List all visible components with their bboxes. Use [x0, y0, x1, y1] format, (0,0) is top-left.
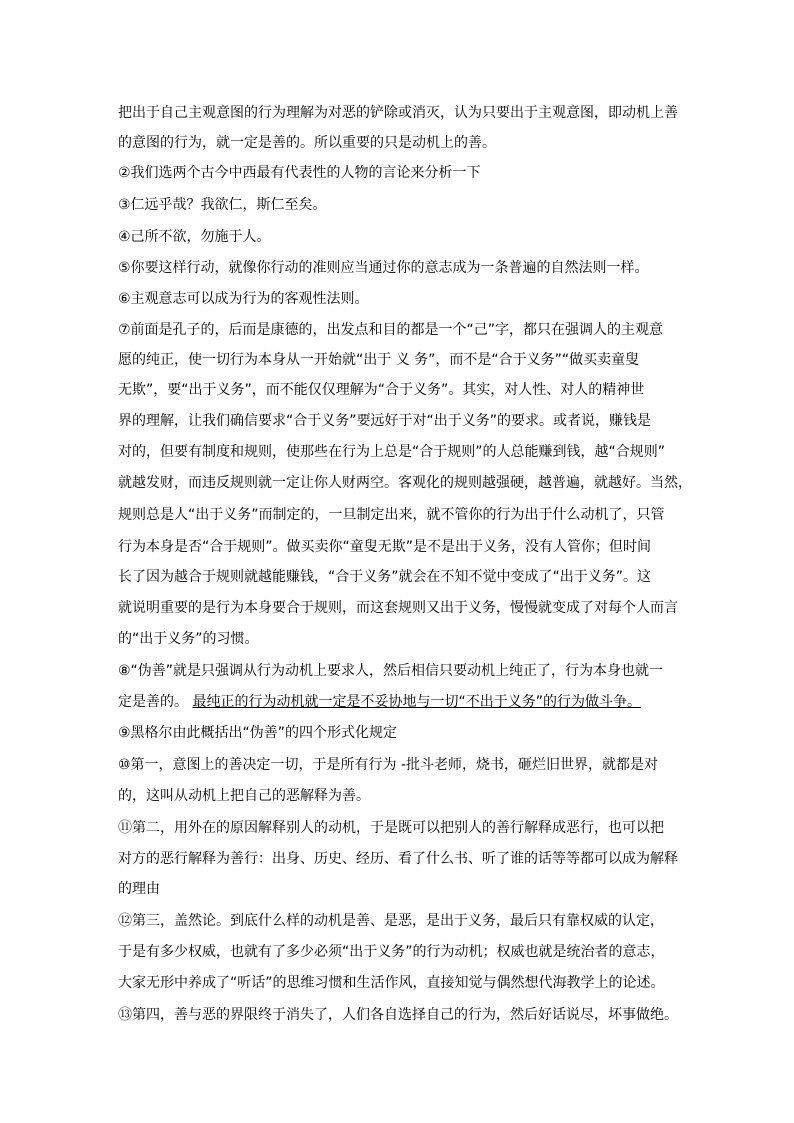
- line-text: 对方的恶行解释为善行：出身、历史、经历、看了什么书、听了谁的话等等都可以成为解释: [118, 851, 678, 867]
- line-text: 的，这叫从动机上把自己的恶解释为善。: [118, 788, 370, 804]
- line-text: ⑦前面是孔子的，后而是康德的，出发点和目的都是一个“己”字，都只在强调人的主观意: [118, 322, 664, 338]
- line-text: 定是善的。: [118, 694, 188, 710]
- line-text: 就越发财，而违反规则就一定让你人财两空。客观化的规则越强硬，越普遍，就越好。当然，: [118, 475, 692, 491]
- text-line: [118, 258, 649, 278]
- text-line: [118, 598, 678, 618]
- line-text: ③仁远乎哉？我欲仁，斯仁至矣。: [118, 197, 327, 213]
- line-text: 大家无形中养成了“听话”的思维习惯和生活作风，直接知觉与偶然想代海教学上的论述。: [118, 975, 665, 991]
- text-line: [118, 380, 644, 400]
- text-line: [118, 911, 664, 931]
- text-line: [118, 442, 665, 462]
- line-text: 愿的纯正，使一切行为本身从一开始就“出于 义 务”，而不是“合于义务”“做买卖童叟: [118, 352, 640, 368]
- line-text: 的意图的行为，就一定是善的。所以重要的只是动机上的善。: [118, 135, 496, 151]
- text-line: [118, 879, 160, 899]
- line-text: ⑨黑格尔由此概括出“伪善”的四个形式化规定: [118, 725, 398, 741]
- text-line: [118, 163, 481, 183]
- line-text: ⑧“伪善”就是只强调从行为动机上要求人，然后相信只要动机上纯正了，行为本身也就一: [118, 663, 664, 679]
- underlined-sentence: 最纯正的行为动机就一定是不妥协地与一切“不出于义务”的行为做斗争。: [192, 694, 641, 710]
- text-line: [118, 505, 665, 525]
- text-line: [118, 473, 692, 493]
- text-line: [118, 537, 651, 557]
- line-text: 把出于自己主观意图的行为理解为对恶的铲除或消灭，认为只要出于主观意图，即动机上善: [118, 105, 678, 121]
- text-line: [118, 1005, 678, 1025]
- line-text: 行为本身是否“合于规则”。做买卖你“童叟无欺”是不是出于义务，没有人管你；但时间: [118, 539, 652, 555]
- text-line: [118, 289, 369, 309]
- line-text: ④己所不欲，勿施于人。: [118, 229, 271, 245]
- text-line: [118, 133, 496, 153]
- text-line: [118, 320, 663, 340]
- line-text: 的“出于义务”的习惯。: [118, 631, 259, 647]
- line-text: 对的，但要有制度和规则，使那些在行为上总是“合于规则”的人总能赚到钱，越“合规则”: [118, 444, 666, 460]
- text-line: [118, 227, 271, 247]
- line-text: ⑤你要这样行动，就像你行动的准则应当通过你的意志成为一条普遍的自然法则一样。: [118, 260, 649, 276]
- line-text: 无欺”，要“出于义务”，而不能仅仅理解为“合于义务”。其实，对人性、对人的精神世: [118, 382, 645, 398]
- text-line: [118, 411, 651, 431]
- text-line: [118, 350, 639, 370]
- line-text: ⑩第一，意图上的善决定一切，于是所有行为 -批斗老师，烧书，砸烂旧世界，就都是对: [118, 757, 659, 773]
- line-text: ⑫第三，盖然论。到底什么样的动机是善、是恶，是出于义务，最后只有靠权威的认定，: [118, 913, 664, 929]
- line-text: 的理由: [118, 881, 160, 897]
- text-line: [118, 755, 658, 775]
- text-line: [118, 818, 664, 838]
- line-text: ⑥主观意志可以成为行为的客观性法则。: [118, 291, 369, 307]
- text-line: [118, 942, 665, 962]
- line-text: ⑪第二，用外在的原因解释别人的动机，于是既可以把别人的善行解释成恶行，也可以把: [118, 820, 664, 836]
- line-text: 就说明重要的是行为本身要合于规则，而这套规则又出于义务，慢慢就变成了对每个人而言: [118, 600, 678, 616]
- line-text: 于是有多少权威，也就有了多少必须“出于义务”的行为动机；权威也就是统治者的意志，: [118, 944, 665, 960]
- text-line: [118, 661, 663, 681]
- line-text: ②我们选两个古今中西最有代表性的人物的言论来分析一下: [118, 165, 481, 181]
- text-line: [118, 567, 651, 587]
- text-line: [118, 849, 678, 869]
- text-line: [118, 973, 665, 993]
- text-line: [118, 195, 327, 215]
- line-text: 规则总是人“出于义务”而制定的，一旦制定出来，就不管你的行为出于什么动机了，只管: [118, 507, 665, 523]
- line-text: ⑬第四，善与恶的界限终于消失了，人们各自选择自己的行为，然后好话说尽，坏事做绝。: [118, 1007, 678, 1023]
- text-line: [118, 723, 397, 743]
- text-line: [118, 103, 678, 123]
- text-line: [118, 692, 641, 712]
- text-line: [118, 629, 259, 649]
- line-text: 长了因为越合于规则就越能赚钱，“合于义务”就会在不知不觉中变成了“出于义务”。这: [118, 569, 652, 585]
- line-text: 界的理解，让我们确信要求“合于义务”要远好于对“出于义务”的要求。或者说，赚钱是: [118, 413, 652, 429]
- text-line: [118, 786, 370, 806]
